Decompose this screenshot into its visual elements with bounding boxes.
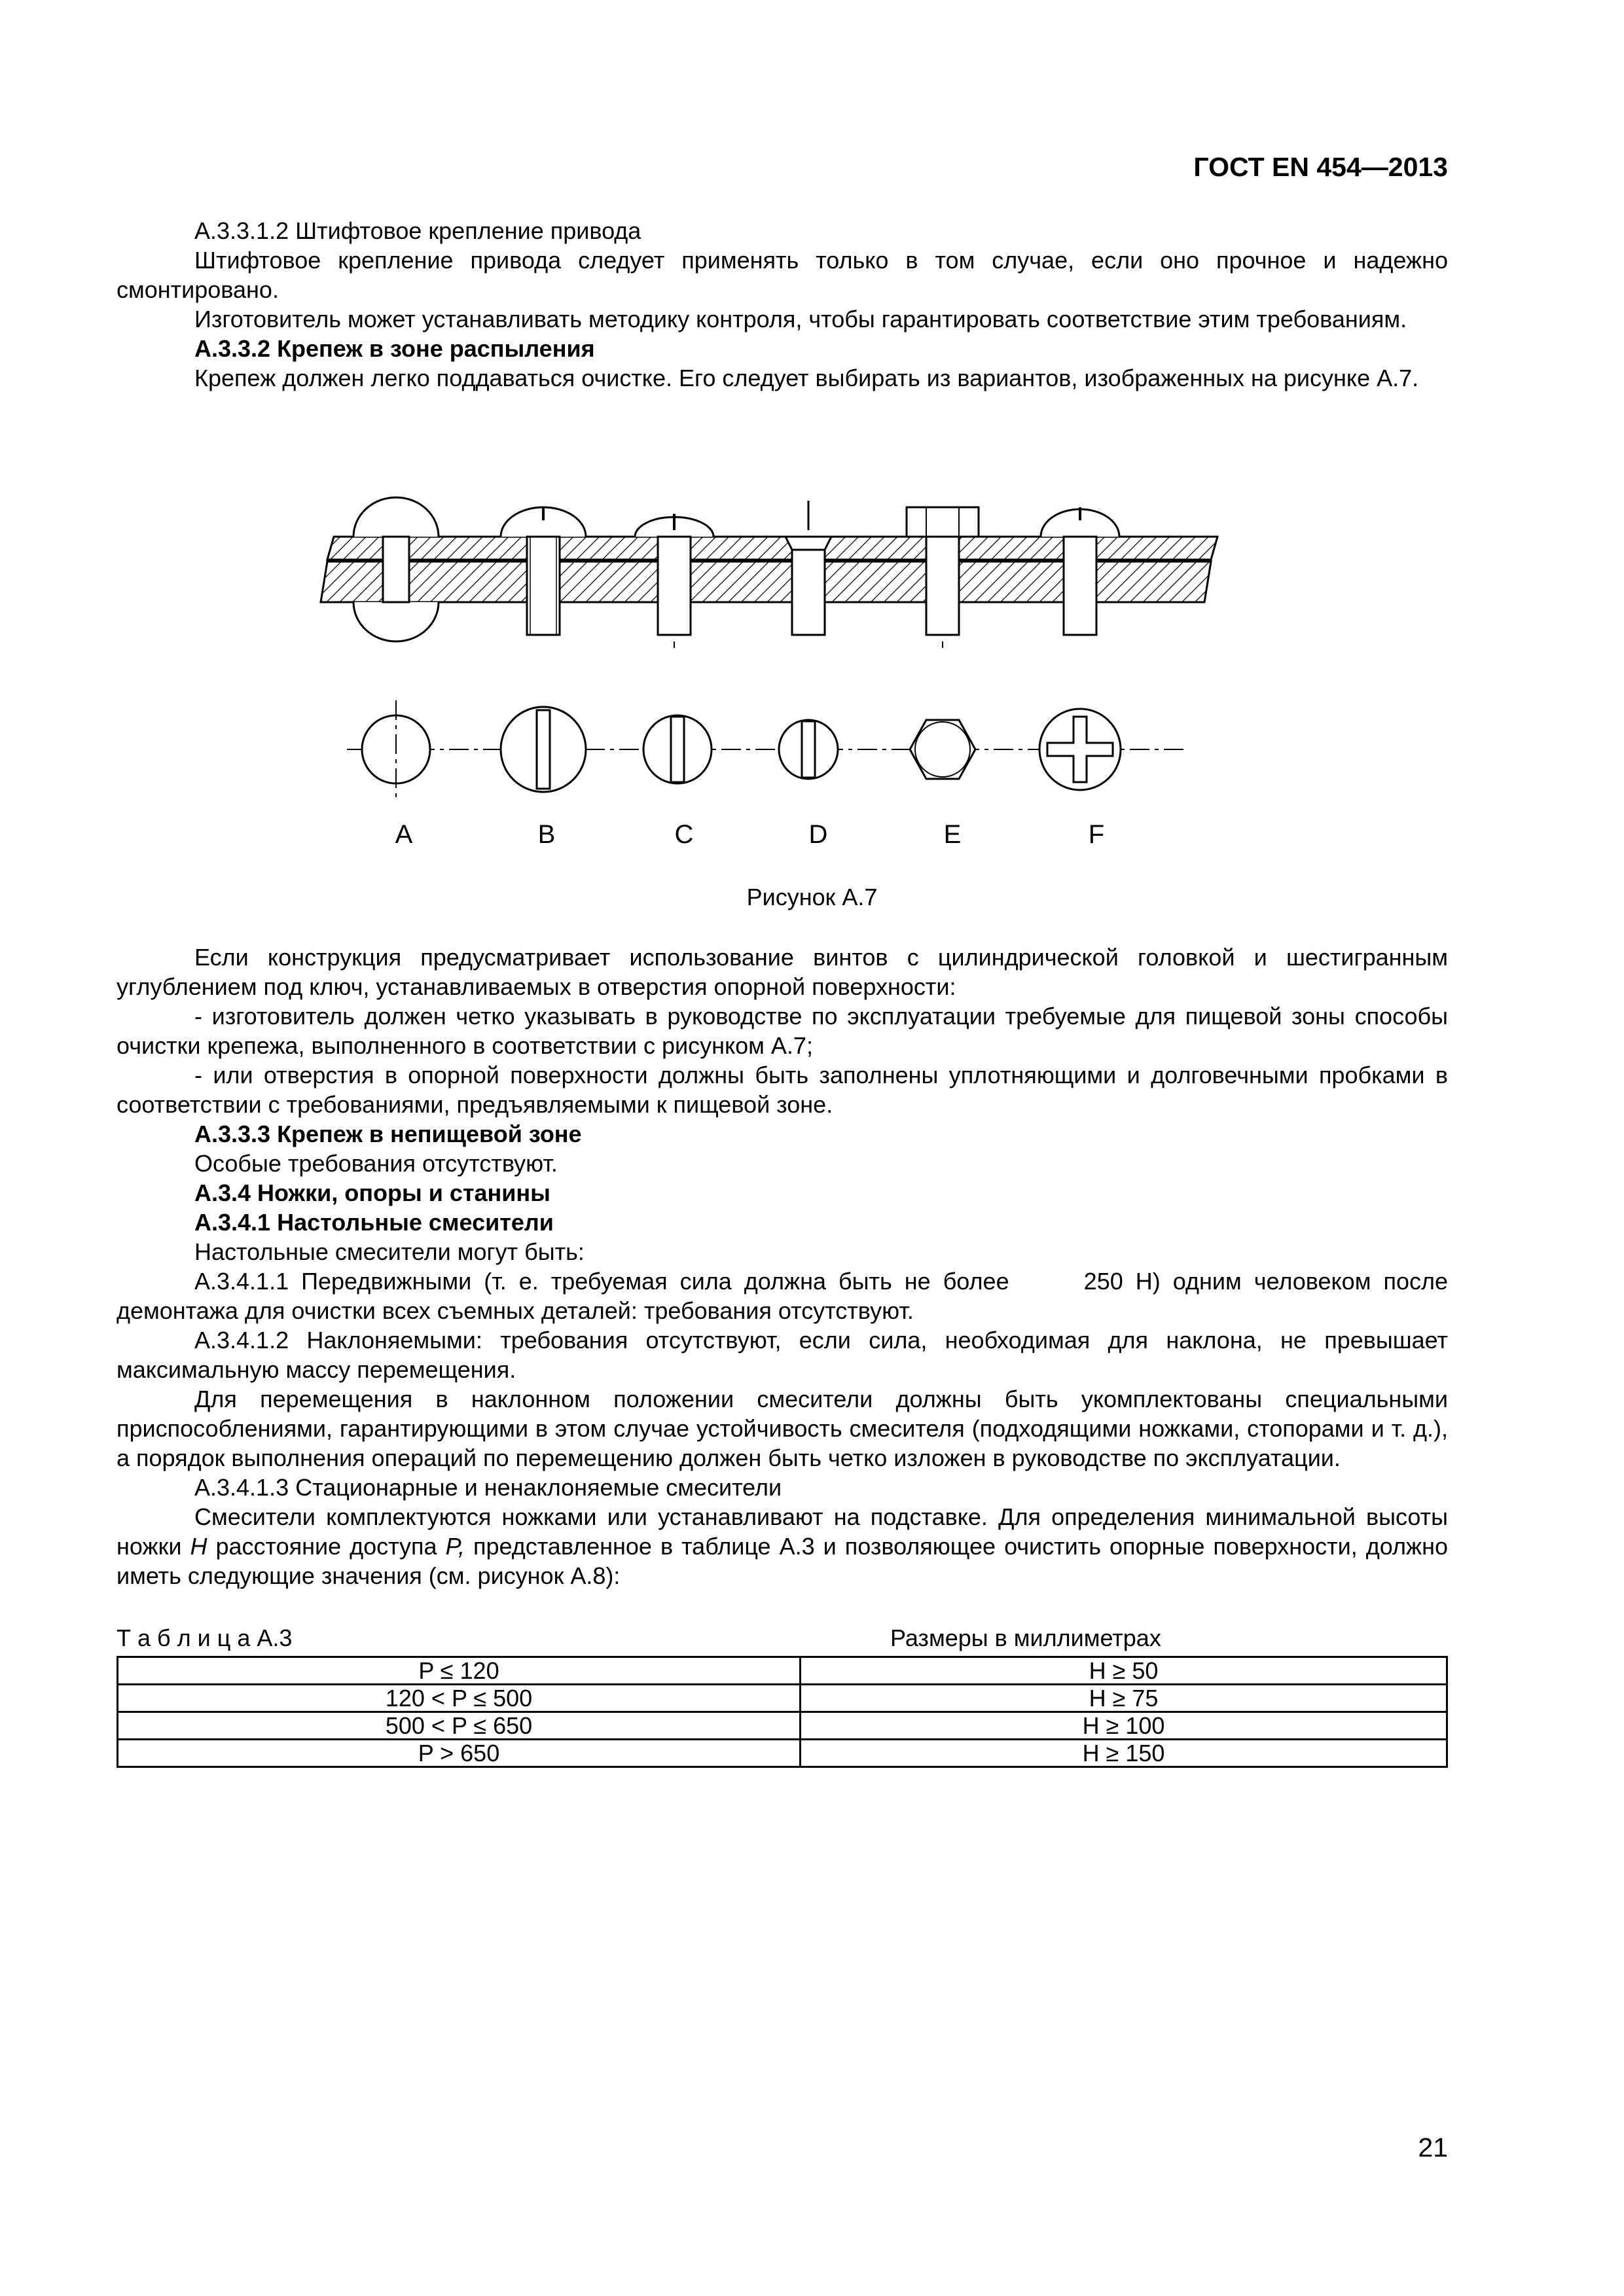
cross-section-drawing <box>321 497 1218 648</box>
leg-height-text-c: представленное в таблице А.3 и позволяющее очистить опорные поверхности, должно иметь следующие значения (см. рисунок А.8): <box>117 1533 1448 1589</box>
figure-label-d: D <box>808 820 828 849</box>
table-body <box>118 1657 1447 1767</box>
table-cell-p: 500 < P ≤ 650 <box>118 1712 801 1740</box>
paragraph-a34113: А.3.4.1.3 Стационарные и ненаклоняемые смесители <box>194 1474 782 1501</box>
plan-view-drawing <box>347 700 1185 798</box>
paragraph-tabletop-mixers: Настольные смесители могут быть: <box>194 1238 585 1265</box>
section-a341-heading: А.3.4.1 Настольные смесители <box>194 1209 554 1236</box>
figure-a7-fasteners <box>314 484 1231 864</box>
symbol-h: H <box>190 1533 208 1560</box>
paragraph-no-requirements: Особые требования отсутствуют. <box>194 1150 558 1177</box>
top-text-block <box>117 216 1448 393</box>
paragraph-leg-height <box>117 1502 1448 1590</box>
paragraph-control-method: Изготовитель может устанавливать методику контроля, чтобы гарантировать соответствие этим требованиям. <box>194 306 1407 332</box>
table-cell-p: P ≤ 120 <box>118 1657 801 1685</box>
figure-label-b: B <box>537 820 556 849</box>
table-cell-h: H ≥ 100 <box>801 1712 1447 1740</box>
paragraph-pin-fixing: Штифтовое крепление привода следует применять только в том случае, если оно прочное и надежно смонтировано. <box>117 247 1448 303</box>
paragraph-a34112: А.3.4.1.2 Наклоняемыми: требования отсутствуют, если сила, необходимая для наклона, не превышает максимальную массу перемещения. <box>117 1327 1448 1383</box>
table-cell-h: H ≥ 150 <box>801 1740 1447 1767</box>
section-a332-heading: А.3.3.2 Крепеж в зоне распыления <box>194 335 595 362</box>
section-a333-heading: А.3.3.3 Крепеж в непищевой зоне <box>194 1121 582 1147</box>
leg-height-text-a: Смесители комплектуются ножками или устанавливают на подставке. Для определения минимальной высоты ножки <box>117 1503 1448 1560</box>
paragraph-hex-screws: Если конструкция предусматривает использование винтов с цилиндрической головкой и шестигранным углублением под ключ, устанавливаемых в отверстия опорной поверхности: <box>117 944 1448 1000</box>
middle-text-block <box>117 942 1455 1590</box>
paragraph-fasteners-cleaning: Крепеж должен легко поддаваться очистке. Его следует выбирать из вариантов, изображенных на рисунке А.7. <box>194 365 1419 391</box>
page-number: 21 <box>1418 2132 1448 2162</box>
table-row <box>118 1712 1447 1740</box>
table-cell-h: H ≥ 50 <box>801 1657 1447 1685</box>
leg-height-text-b: расстояние доступа <box>207 1533 446 1560</box>
figure-caption: Рисунок А.7 <box>746 884 878 910</box>
table-row <box>118 1657 1447 1685</box>
figure-label-e: E <box>943 820 962 849</box>
table-a3 <box>117 1656 1448 1768</box>
list-item-plugged-holes: - или отверстия в опорной поверхности должны быть заполнены уплотняющими и долговечными пробками в соответствии с требованиями, предъявляемыми к пищевой зоне. <box>117 1062 1448 1118</box>
table-row <box>118 1685 1447 1712</box>
paragraph-tilting-movement: Для перемещения в наклонном положении смесители должны быть укомплектованы специальными приспособлениями, гарантирующими в этом случае устойчивость смесителя (подходящими ножками, стопорами и т. д.), а порядок выполнения операций по перемещению должен быть четко изложен в руководстве по эксплуатации. <box>117 1386 1448 1471</box>
table-units: Размеры в миллиметрах <box>890 1624 1161 1651</box>
paragraph-a34111: А.3.4.1.1 Передвижными (т. е. требуемая сила должна быть не более 250 Н) одним человеком после демонтажа для очистки всех съемных деталей: требования отсутствуют. <box>117 1268 1455 1324</box>
symbol-p: P, <box>445 1533 465 1560</box>
figure-label-f: F <box>1088 820 1105 849</box>
table-cell-p: 120 < P ≤ 500 <box>118 1685 801 1712</box>
table-cell-p: P > 650 <box>118 1740 801 1767</box>
section-a34-heading: А.3.4 Ножки, опоры и станины <box>194 1179 550 1206</box>
table-title: Т а б л и ц а А.3 <box>117 1624 293 1651</box>
table-row <box>118 1740 1447 1767</box>
figure-label-c: C <box>674 820 694 849</box>
figure-label-a: A <box>395 820 413 849</box>
list-item-manufacturer-instructions: - изготовитель должен четко указывать в руководстве по эксплуатации требуемые для пищевой зоны способы очистки крепежа, выполненного в соответствии с рисунком А.7; <box>117 1003 1448 1059</box>
section-a3312-heading: А.3.3.1.2 Штифтовое крепление привода <box>194 217 641 244</box>
document-code: ГОСТ EN 454—2013 <box>1193 152 1448 182</box>
table-cell-h: H ≥ 75 <box>801 1685 1447 1712</box>
